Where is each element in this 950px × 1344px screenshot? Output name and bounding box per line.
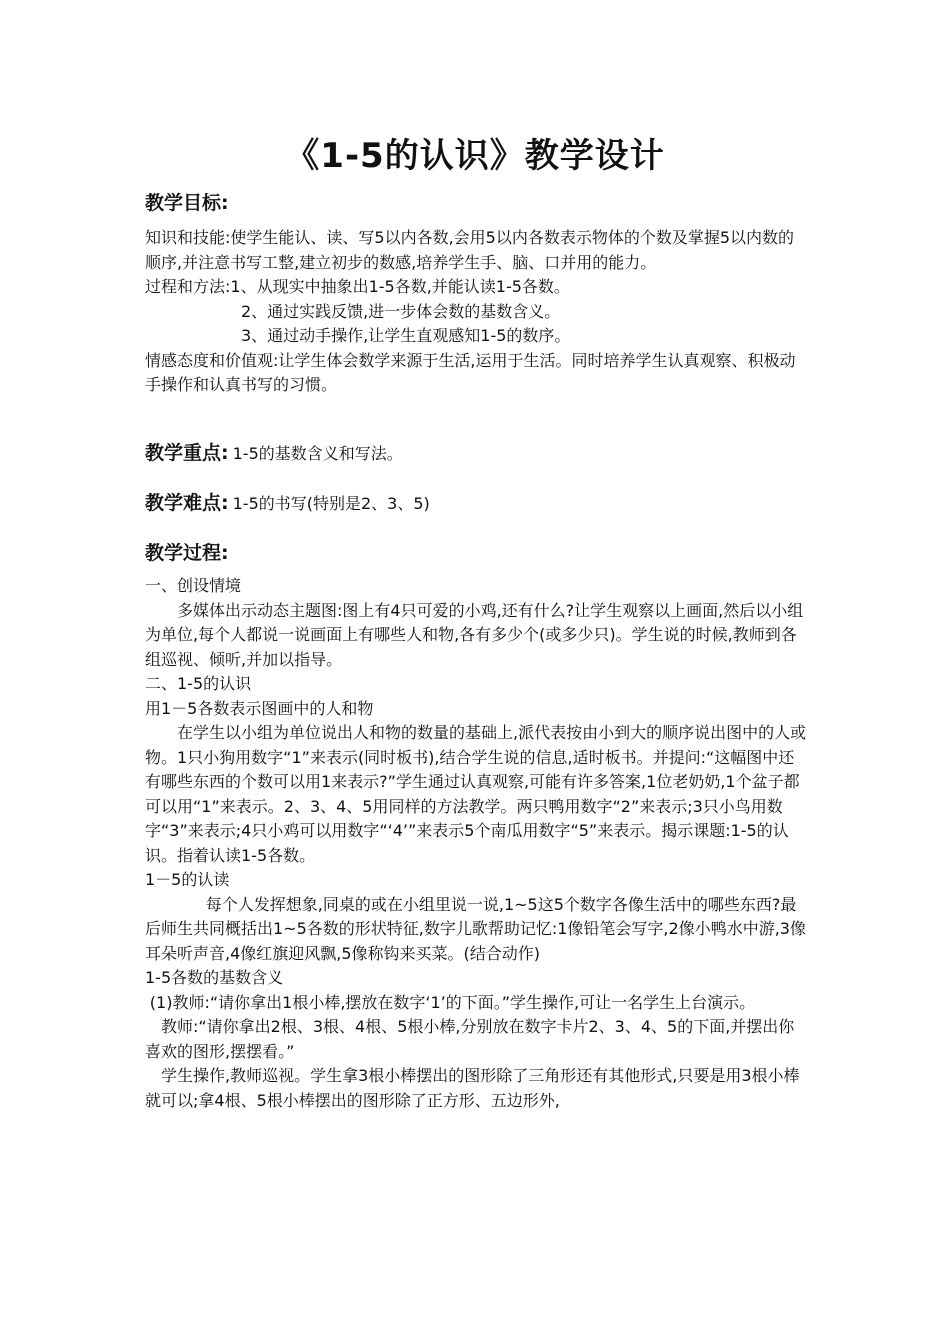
objectives-heading: 教学目标:	[145, 192, 229, 214]
subsection1-title: 用1－5各数表示图画中的人和物	[145, 698, 374, 718]
subsection3-paragraph-2: 教师:“请你拿出2根、3根、4根、5根小棒,分别放在数字卡片2、3、4、5的下面,并摆出你喜欢的图形,摆摆看。”	[145, 1017, 795, 1061]
section2-title: 二、1-5的认识	[145, 674, 252, 693]
subsection3-paragraph-1: (1)教师:“请你拿出1根小棒,摆放在数字‘1’的下面。”学生操作,可让一名学生上台演示。	[149, 992, 756, 1012]
key-point-heading: 教学重点:	[145, 442, 229, 464]
key-point-row	[145, 438, 403, 465]
subsection2-paragraph: 每个人发挥想象,同桌的或在小组里说一说,1~5这5个数字各像生活中的哪些东西?最后师生共同概括出1~5各数的形状特征,数字儿歌帮助记忆:1像铅笔会写字,2像小鸭水中游,3像耳朵听声音,4像红旗迎风飘,5像称钩来买菜。(结合动作)	[145, 894, 806, 963]
objective-process-3: 3、通过动手操作,让学生直观感知1-5的数序。	[241, 326, 571, 345]
section1-title: 一、创设情境	[145, 576, 242, 595]
section1-paragraph: 多媒体出示动态主题图:图上有4只可爱的小鸡,还有什么?让学生观察以上画面,然后以小组为单位,每个人都说一说画面上有哪些人和物,各有多少个(或多少只)。学生说的时候,教师到各组巡视、倾听,并加以指导。	[145, 600, 804, 669]
objectives-block	[145, 226, 807, 398]
key-point-text: 1-5的基数含义和写法。	[232, 444, 403, 463]
objective-process-1: 过程和方法:1、从现实中抽象出1-5各数,并能认读1-5各数。	[145, 277, 570, 296]
objective-process-2: 2、通过实践反馈,进一步体会数的基数含义。	[241, 301, 561, 321]
subsection2-title: 1－5的认读	[145, 870, 230, 889]
difficulty-row	[145, 488, 430, 515]
objective-knowledge: 知识和技能:使学生能认、读、写5以内各数,会用5以内各数表示物体的个数及掌握5以内数的顺序,并注意书写工整,建立初步的数感,培养学生手、脑、口并用的能力。	[145, 228, 795, 272]
subsection3-paragraph-3: 学生操作,教师巡视。学生拿3根小棒摆出的图形除了三角形还有其他形式,只要是用3根小棒就可以;拿4根、5根小棒摆出的图形除了正方形、五边形外,	[145, 1066, 800, 1110]
subsection1-paragraph: 在学生以小组为单位说出人和物的数量的基础上,派代表按由小到大的顺序说出图中的人或物。1只小狗用数字“1”来表示(同时板书),结合学生说的信息,适时板书。并提问:“这幅图中还有哪些东西的个数可以用1来表示?”学生通过认真观察,可能有许多答案,1位老奶奶,1个盆子都可以用“1”来表示。2、3、4、5用同样的方法教学。两只鸭用数字“2”来表示;3只小鸟用数字“3”来表示;4只小鸡可以用数字“‘4’”来表示5个南瓜用数字“5”来表示。揭示课题:1-5的认识。指着认读1-5各数。	[145, 723, 807, 865]
difficulty-text: 1-5的书写(特别是2、3、5)	[232, 494, 430, 513]
process-heading: 教学过程:	[145, 542, 229, 564]
objective-emotion: 情感态度和价值观:让学生体会数学来源于生活,运用于生活。同时培养学生认真观察、积极动手操作和认真书写的习惯。	[145, 350, 796, 394]
process-block	[145, 574, 807, 1113]
document-title: 《1-5的认识》教学设计	[285, 136, 665, 176]
difficulty-heading: 教学难点:	[145, 492, 229, 514]
subsection3-title: 1-5各数的基数含义	[145, 968, 284, 987]
